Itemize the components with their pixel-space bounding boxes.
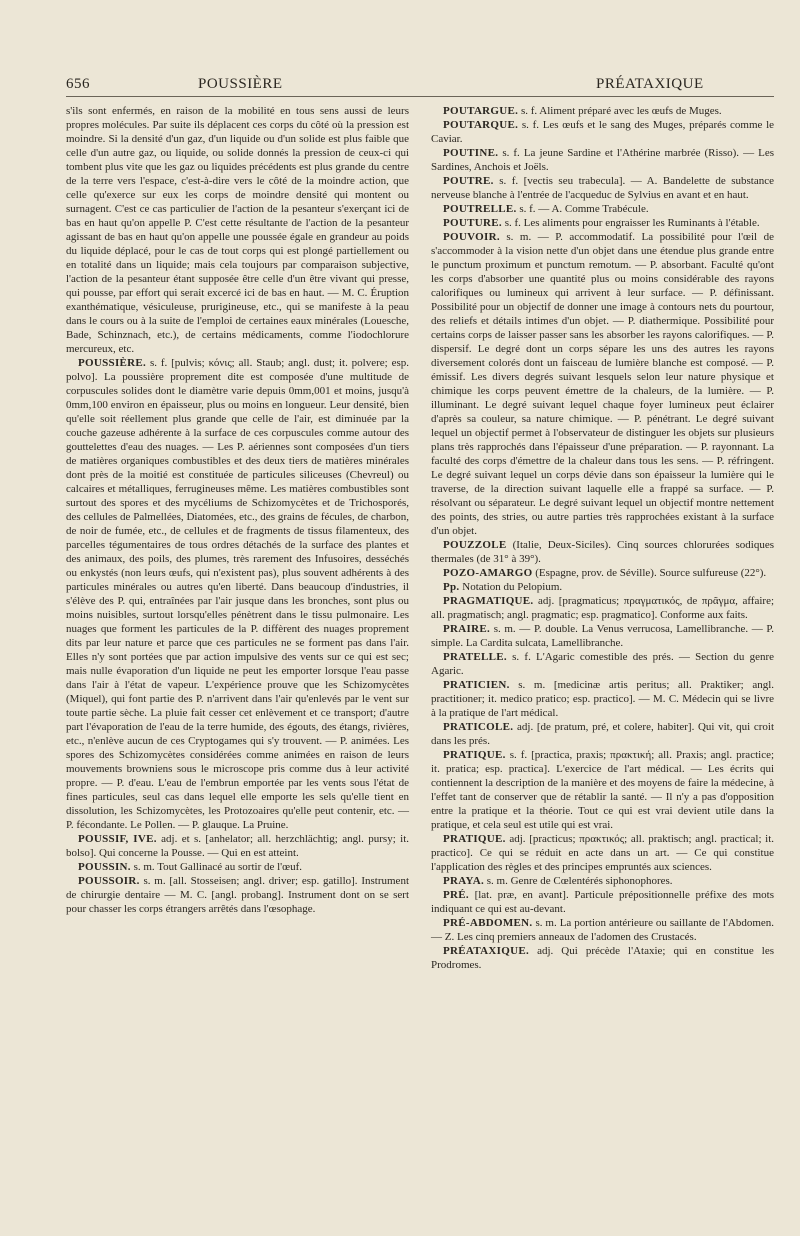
entry-text: s. f. — A. Comme Trabécule. — [519, 203, 649, 215]
entry-headword: POUZZOLE — [443, 539, 507, 551]
entry-headword: PRATIQUE. — [443, 749, 506, 761]
dictionary-entry — [431, 650, 774, 678]
dictionary-entry — [431, 622, 774, 650]
dictionary-entry — [431, 118, 774, 146]
entry-headword: POUSSIF, IVE. — [78, 833, 157, 845]
entry-text: Notation du Pelopium. — [462, 581, 563, 593]
dictionary-entry — [431, 944, 774, 972]
entry-headword: PRATELLE. — [443, 651, 507, 663]
dictionary-entry — [66, 874, 409, 916]
entry-text: s. f. Aliment préparé avec les œufs de Muges. — [520, 105, 722, 117]
dictionary-entry — [431, 104, 774, 118]
left-running-headword: POUSSIÈRE — [198, 76, 283, 92]
entry-headword: POZO-AMARGO — [443, 567, 533, 579]
dictionary-entry — [431, 874, 774, 888]
running-header — [66, 72, 774, 97]
dictionary-entry — [431, 146, 774, 174]
entry-text: adj. Qui précède l'Ataxie; qui en constitue les Prodromes. — [431, 945, 775, 971]
entry-headword: PRAGMATIQUE. — [443, 595, 534, 607]
entry-headword: POUSSOIR. — [78, 875, 140, 887]
entry-text: s. f. [pulvis; κόνις; all. Staub; angl. dust; it. polvere; esp. polvo]. La poussière proprement dite est composée d'une multitude de corpuscules solides dont le diamètre varie depuis 0mm,001 et moins, jusqu'à 0mm,100 environ en épaisseur, plus ou moins en longueur. Leur densité, bien qu'elle soit réellement plus grande que celle de l'air, est diminuée par la couche gazeuse adhérente à la surface de ces corpuscules comme autour des gouttelettes d'eau des nuages. — Les P. aériennes sont composées d'un tiers de matières organiques combustibles et des deux tiers de matières minérales dont près de la moitié est constituée de particules siliceuses (Chevreul) ou calcaires et métalliques, ferrugineuses même. Les matières combustibles sont surtout des spores et des mycéliums de Schizomycètes et de Trichosporés, des cellules de Palmellées, Diatomées, etc., des grains de fécules, de charbon, de noir de fumée, etc., de cellules et de fragments de tissus filamenteux, des parcelles tégumentaires de tous ordres détachés de la surface des plantes et des animaux, des poils, des plumes, très rarement des Infusoires, desséchés ou enkystés (non leurs œufs, qui n'existent pas), plus souvent adhérents à des particules minérales ou autres qu'en liberté. Dans beaucoup d'industries, il s'élève des P. qui, entraînées par l'air jusque dans les bronches, sont plus ou moins nuisibles, surtout lorsqu'elles pénètrent dans le tissu pulmonaire. Les nuages que forment les particules de la P. diffèrent des nuages proprement dits par leur nature et parce que ces particules ne se forment pas dans l'air. Elles n'y sont portées que par action impulsive des vents sur ce qui est sec; mais nulle évaporation d'un liquide ne peut les emporter lorsque l'eau passe dans l'air à l'état de vapeur. L'expérience prouve que les Schizomycètes (Miquel), qui font partie des P. n'arrivent dans l'air qu'enlevés par le vent sur toute partie sèche. La pluie fait cesser cet enlèvement et ce transport; d'autre part l'évaporation de l'eau de la terre humide, des égouts, des étangs, rivières, etc., n'enlève aucun de ces Cryptogames qui s'y trouvent. — P. animées. Les spores des Schizomycètes considérées comme animées en raison de leurs mouvements browniens sous le microscope pris comme dus à leur activité propre. — P. d'eau. L'eau de l'embrun emportée par les vents sous l'état de fines particules, seul cas dans lequel elle emporte les sels qu'elle tient en dissolution, les Schizomycètes, les Protozoaires qu'elle peut contenir, etc. — P. fécondante. Le Pollen. — P. glauque. La Pruine. — [66, 357, 409, 831]
entry-text: s. f. L'Agaric comestible des prés. — Section du genre Agaric. — [431, 651, 774, 677]
dictionary-entry — [431, 888, 774, 916]
dictionary-entry — [431, 916, 774, 944]
entry-headword: PRAYA. — [443, 875, 485, 887]
entry-text: s. m. Tout Gallinacé au sortir de l'œuf. — [133, 861, 303, 873]
entry-text: (Espagne, prov. de Séville). Source sulfureuse (22°). — [535, 567, 767, 579]
entry-text: adj. et s. [anhelator; all. herzchlächtig; angl. pursy; it. bolso]. Qui concerne la Pousse. — Qui en est atteint. — [66, 833, 410, 859]
entry-text: s. f. Les œufs et le sang des Muges, préparés comme le Caviar. — [431, 119, 775, 145]
entry-headword: POUTARGUE. — [443, 105, 519, 117]
dictionary-entry — [431, 202, 774, 216]
entry-text: s. f. [practica, praxis; πρακτική; all. Praxis; angl. practice; it. pratica; esp. practica]. L'exercice de l'art médical. — Les écrits qui contiennent la description de la manière et des moyens de faire la médecine, à l'effet tant de conserver que de rétablir la santé. — Il n'y a pas d'opposition entre la pratique et la théorie. Tout ce qui est vrai devient utile dans la pratique, et cela seul est utile qui est vrai. — [431, 749, 775, 831]
entry-headword: PRATIQUE. — [443, 833, 506, 845]
entry-headword: POUVOIR. — [443, 231, 500, 243]
entry-text: s. m. — P. accommodatif. La possibilité pour l'œil de s'accommoder à la vision nette d'un objet dans une étendue plus grande entre le punctum proximum et punctum remotum. — P. absorbant. Faculté qu'ont les corps d'absorber une quantité plus ou moins considérable des rayons calorifiques ou lumineux qui arrivent à leur surface. — P. définissant. Possibilité pour un objectif de donner une image à contours nets du pourtour, des reliefs et détails intimes d'un objet. — P. diathermique. Possibilité pour certains corps de laisser passer sans les absorber les rayons calorifiques. — P. dispersif. Le degré dont un corps sépare les uns des autres les rayons diversement colorés dont un faisceau de lumière blanche est composé. — P. émissif. Les divers degrés suivant lesquels selon leur nature physique et chimique les corps peuvent émettre de la chaleurs, de la lumière. — P. illuminant. Le degré suivant lequel chaque foyer lumineux peut éclairer d'après sa couleur, sa nature chimique. — P. pénétrant. Le degré suivant lequel un objectif permet à l'observateur de distinguer les objets sur plusieurs plans très rapprochés dans l'épaisseur d'une préparation. — P. rayonnant. La faculté des corps d'émettre de la chaleur dans tous les sens. — P. réfringent. Le degré suivant lequel un corps dévie dans son épaisseur la lumière qui le traverse, de la direction suivant laquelle elle a frappé sa surface. — P. résolvant ou séparateur. Le degré suivant lequel un objectif montre nettement des points, des stries, ou autre parties très rapprochées existant à la surface d'un objet. — [431, 231, 774, 537]
entry-headword: PRAIRE. — [443, 623, 491, 635]
dictionary-entry — [431, 832, 774, 874]
entry-text: (Italie, Deux-Siciles). Cinq sources chlorurées sodiques thermales (de 31° à 39°). — [431, 539, 775, 565]
entry-headword: POUTRELLE. — [443, 203, 517, 215]
dictionary-entry — [431, 538, 774, 566]
entry-headword: PRÉATAXIQUE. — [443, 945, 530, 957]
dictionary-entry — [431, 678, 774, 720]
entry-text: adj. [de pratum, pré, et colere, habiter]. Qui vit, qui croit dans les prés. — [431, 721, 774, 747]
entry-headword: POUTARQUE. — [443, 119, 519, 131]
entry-headword: POUSSIÈRE. — [78, 357, 147, 369]
entry-text: adj. [pragmaticus; πραγματικός, de πρᾶγμα, affaire; all. pragmatisch; angl. pragmatic; esp. pragmatico]. Conforme aux faits. — [431, 595, 775, 621]
entry-headword: PRÉ-ABDOMEN. — [443, 917, 533, 929]
entry-text: s. m. [medicinæ artis peritus; all. Praktiker; angl. practitioner; it. medico pratico; esp. practico]. — M. C. Médecin qui se livre à la pratique de l'art médical. — [431, 679, 775, 719]
entry-headword: POUTURE. — [443, 217, 502, 229]
entry-text: adj. [practicus; πρακτικός; all. praktisch; angl. practical; it. practico]. Ce qui se réduit en acte dans un art. — Ce qui constitue l'application des règles et des principes empruntés aux sciences. — [431, 833, 774, 873]
dictionary-entry — [431, 580, 774, 594]
entry-text: s. f. La jeune Sardine et l'Athérine marbrée (Risso). — Les Sardines, Anchois et Joëls. — [431, 147, 774, 173]
entry-text: s. f. [vectis seu trabecula]. — A. Bandelette de substance nerveuse blanche à l'entrée de l'acqueduc de Sylvius en avant et en haut. — [431, 175, 775, 201]
entry-headword: Pp. — [443, 581, 460, 593]
entry-text: s. m. Genre de Cœlentérés siphonophores. — [486, 875, 673, 887]
dictionary-entry — [431, 216, 774, 230]
entry-headword: POUTRE. — [443, 175, 494, 187]
entry-text: [lat. præ, en avant]. Particule prépositionnelle préfixe des mots indiquant ce qui est au-devant. — [431, 889, 774, 915]
entry-text: s. m. — P. double. La Venus verrucosa, Lamellibranche. — P. simple. La Cardita sulcata, Lamellibranche. — [431, 623, 775, 649]
entry-text: s'ils sont enfermés, en raison de la mobilité en tous sens aussi de leurs propres molécules. Par suite ils déplacent ces corps du côté où la pression est moindre. Si la densité d'un gaz, d'un liquide ou d'un solide est plus faible que celle d'un autre gaz, ou liquide, ou solide donnés la pression de ceux-ci qui tombent plus vite que les gaz ou liquides précédents est plus grande du centre de la terre vers l'espace, c'est-à-dire vers le côté de la moindre action, que celle qu'exerce sur eux les corps de moindre densité qui montent ou surnagent. C'est ce cas particulier de l'action de la pesanteur s'exerçant ici de bas en haut qu'on appelle P. C'est cette résultante de l'action de la pesanteur agissant de bas en haut qu'on appelle une poussée égale en grandeur au poids du liquide déplacé, pour le cas de tout corps qui est plongé partiellement ou en totalité dans un liquide; mais cela toujours par comparaison subjective, l'action de la pesanteur étant supposée être celle d'un être vivant qui presse, qui pousse, par effort qui serait excercé ici de bas en haut. — M. C. Éruption exanthématique, vésiculeuse, prurigineuse, etc., qui se manifeste à la peau dans le cours ou à la suite de l'emploi de certaines eaux minérales (Louesche, Bade, Schinznach, etc.), de certains médicaments, comme l'iodochlorure mercureux, etc. — [66, 105, 409, 355]
dictionary-entry — [66, 832, 409, 860]
dictionary-entry — [66, 104, 409, 356]
entry-text: s. f. Les aliments pour engraisser les Ruminants à l'étable. — [504, 217, 760, 229]
entry-headword: POUTINE. — [443, 147, 499, 159]
page-number: 656 — [66, 76, 90, 92]
entry-headword: PRATICOLE. — [443, 721, 514, 733]
right-column — [431, 104, 774, 972]
right-running-headword: PRÉATAXIQUE — [596, 76, 704, 92]
entry-text: s. m. [all. Stosseisen; angl. driver; esp. gatillo]. Instrument de chirurgie dentaire — M. C. [angl. probang]. Instrument dont on se sert pour chasser les corps étrangers arrêtés dans l'œsophage. — [66, 875, 409, 915]
dictionary-entry — [66, 860, 409, 874]
entry-headword: PRÉ. — [443, 889, 469, 901]
dictionary-entry — [431, 594, 774, 622]
dictionary-entry — [66, 356, 409, 832]
entry-headword: POUSSIN. — [78, 861, 131, 873]
entry-headword: PRATICIEN. — [443, 679, 510, 691]
left-column — [66, 104, 409, 916]
dictionary-entry — [431, 566, 774, 580]
dictionary-entry — [431, 174, 774, 202]
entry-text: s. m. La portion antérieure ou saillante de l'Abdomen. — Z. Les cinq premiers anneaux de l'adomen des Crustacés. — [431, 917, 775, 943]
dictionary-entry — [431, 748, 774, 832]
dictionary-entry — [431, 230, 774, 538]
dictionary-entry — [431, 720, 774, 748]
